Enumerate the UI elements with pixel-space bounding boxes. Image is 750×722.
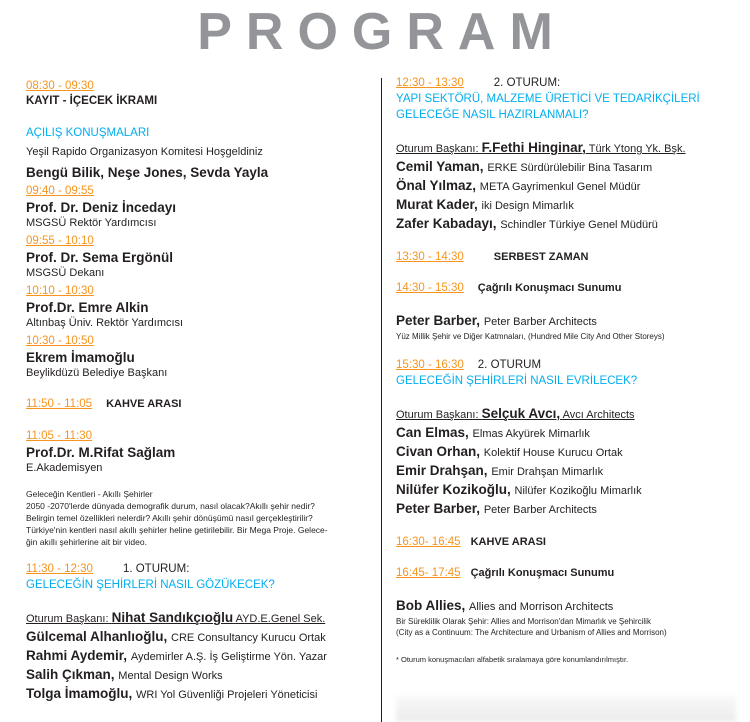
speaker-role: MSGSÜ Rektör Yardımcısı <box>26 217 157 229</box>
break-label: KAHVE ARASI <box>106 398 182 410</box>
talk-subtitle: Yüz Millik Şehir ve Diğer Katmnaları, (Hundred Mile City And Other Storeys) <box>396 332 665 341</box>
session-title: GELECEĞİN ŞEHİRLERİ NASIL EVRİLECEK? <box>396 375 638 387</box>
time-slot: 12:30 - 13:30 <box>396 77 464 89</box>
right-column <box>396 76 736 665</box>
speaker-name: Önal Yılmaz, <box>396 178 477 193</box>
session-chair <box>396 405 736 424</box>
speaker-role: iki Design Mimarlık <box>481 200 574 212</box>
speaker-line <box>26 685 371 704</box>
speaker-line <box>396 597 736 616</box>
speaker-line <box>26 666 371 685</box>
time-slot: 09:55 - 10:10 <box>26 235 94 247</box>
chair-role: Avcı Architects <box>562 409 635 421</box>
speaker-name: Peter Barber, <box>396 313 481 328</box>
speaker-role: Mental Design Works <box>118 670 223 682</box>
speaker-line <box>396 462 736 481</box>
chair-label: Oturum Başkanı: <box>396 409 479 421</box>
talk-description-line: 2050 -2070'lerde dünyada demografik durum, nasıl olacak?Akıllı şehir nedir? <box>26 501 315 511</box>
speaker-name: Salih Çıkman, <box>26 667 115 682</box>
keynote-label: Çağrılı Konuşmacı Sunumu <box>470 567 615 579</box>
time-slot: 11:05 - 11:30 <box>26 430 93 442</box>
speaker-role: Altınbaş Üniv. Rektör Yardımcısı <box>26 317 184 329</box>
talk-description-line: Türkiye'nin kentleri nasıl akıllı şehirler heline getirilebilir. Bir Mega Proje. Gelece- <box>26 525 328 535</box>
speaker-name: Murat Kader, <box>396 197 478 212</box>
time-slot: 08:30 - 09:30 <box>26 80 94 92</box>
free-time-label: SERBEST ZAMAN <box>493 251 589 263</box>
time-slot: 09:40 - 09:55 <box>26 185 94 197</box>
keynote-label: Çağrılı Konuşmacı Sunumu <box>477 282 622 294</box>
schedule-row <box>396 281 736 296</box>
time-slot: 14:30 - 15:30 <box>396 282 464 294</box>
welcome-text: Yeşil Rapido Organizasyon Komitesi Hoşgeldiniz <box>26 146 263 158</box>
speaker-role: Peter Barber Architects <box>483 316 597 328</box>
session-title: GELECEĞE NASIL HAZIRLANMALI? <box>396 109 589 121</box>
speaker-line <box>396 312 736 331</box>
speaker-line <box>396 215 736 234</box>
break-label: KAHVE ARASI <box>470 536 546 548</box>
registration-label: KAYIT - İÇECEK İKRAMI <box>26 95 158 107</box>
footnote: * Oturum konuşmacıları alfabetik sıralamaya göre konumlandırılmıştır. <box>396 655 629 664</box>
schedule-row <box>26 562 371 577</box>
schedule-row <box>396 250 736 265</box>
speaker-line <box>396 196 736 215</box>
chair-role: Türk Ytong Yk. Bşk. <box>588 143 686 155</box>
time-slot: 10:10 - 10:30 <box>26 285 94 297</box>
time-slot: 13:30 - 14:30 <box>396 251 464 263</box>
speaker-line <box>396 500 736 519</box>
speaker-name: Civan Orhan, <box>396 444 481 459</box>
speaker-name: Can Elmas, <box>396 425 469 440</box>
speaker-name: Nilüfer Kozikoğlu, <box>396 482 511 497</box>
speaker-line <box>396 158 736 177</box>
speaker-name: Bob Allies, <box>396 598 466 613</box>
chair-role: AYD.E.Genel Sek. <box>235 613 326 625</box>
speaker-role: Nilüfer Kozikoğlu Mimarlık <box>514 485 642 497</box>
speaker-line <box>26 647 371 666</box>
time-slot: 16:45- 17:45 <box>396 567 461 579</box>
speaker-name: Gülcemal Alhanlıoğlu, <box>26 629 168 644</box>
session-label: 2. OTURUM <box>477 359 542 371</box>
speaker-name: Zafer Kabadayı, <box>396 216 497 231</box>
speaker-role: E.Akademisyen <box>26 462 103 474</box>
chair-name: Selçuk Avcı, <box>481 406 561 421</box>
left-column <box>26 76 371 704</box>
talk-description-line: ğin akıllı şehirlerine ait bir video. <box>26 537 147 547</box>
schedule-row <box>396 76 736 91</box>
speaker-role: WRI Yol Güvenliği Projeleri Yöneticisi <box>136 689 318 701</box>
speaker-name: Tolga İmamoğlu, <box>26 686 133 701</box>
time-slot: 16:30- 16:45 <box>396 536 461 548</box>
time-slot: 11:30 - 12:30 <box>26 563 93 575</box>
speaker-role: META Gayrimenkul Genel Müdür <box>479 181 641 193</box>
speaker-role: Emir Drahşan Mimarlık <box>491 466 604 478</box>
time-slot: 11:50 - 11:05 <box>26 398 93 410</box>
speaker-role: Allies and Morrison Architects <box>469 601 614 613</box>
speaker-line <box>396 177 736 196</box>
speaker-role: Kolektif House Kurucu Ortak <box>483 447 623 459</box>
hosts-names: Bengü Bilik, Neşe Jones, Sevda Yayla <box>26 165 269 180</box>
speaker-role: Beylikdüzü Belediye Başkanı <box>26 367 168 379</box>
speaker-line <box>396 443 736 462</box>
page-title: PROGRAM <box>197 3 567 61</box>
speaker-name: Prof. Dr. Sema Ergönül <box>26 250 174 265</box>
speaker-role: ERKE Sürdürülebilir Bina Tasarım <box>487 162 653 174</box>
chair-name: F.Fethi Hinginar, <box>481 140 586 155</box>
time-slot: 10:30 - 10:50 <box>26 335 94 347</box>
session-label: 1. OTURUM: <box>122 563 190 575</box>
speaker-name: Rahmi Aydemir, <box>26 648 128 663</box>
speaker-name: Emir Drahşan, <box>396 463 488 478</box>
speaker-name: Prof. Dr. Deniz İncedayı <box>26 200 177 215</box>
speaker-line <box>396 481 736 500</box>
time-slot: 15:30 - 16:30 <box>396 359 464 371</box>
speaker-name: Prof.Dr. M.Rifat Sağlam <box>26 445 176 460</box>
schedule-row <box>26 397 371 412</box>
speaker-role: Peter Barber Architects <box>483 504 597 516</box>
speaker-line <box>396 424 736 443</box>
chair-label: Oturum Başkanı: <box>396 143 479 155</box>
talk-title: Geleceğin Kentleri - Akıllı Şehirler <box>26 489 153 499</box>
talk-subtitle: Bir Süreklilik Olarak Şehir: Allies and Morrison'dan Mimarlık ve Şehircilik <box>396 617 651 626</box>
speaker-name: Cemil Yaman, <box>396 159 484 174</box>
chair-label: Oturum Başkanı: <box>26 613 109 625</box>
chair-name: Nihat Sandıkçıoğlu <box>111 610 234 625</box>
schedule-row <box>396 535 736 550</box>
session-chair <box>396 139 736 158</box>
speaker-name: Peter Barber, <box>396 501 481 516</box>
opening-speeches-heading: AÇILIŞ KONUŞMALARI <box>26 127 150 139</box>
session-chair <box>26 609 371 628</box>
speaker-role: Elmas Akyürek Mimarlık <box>472 428 590 440</box>
speaker-name: Prof.Dr. Emre Alkin <box>26 300 149 315</box>
talk-subtitle: (City as a Continuum: The Architecture and Urbanism of Allies and Morrison) <box>396 628 667 637</box>
session-title: YAPI SEKTÖRÜ, MALZEME ÜRETİCİ VE TEDARİKÇİLERİ <box>396 93 700 105</box>
speaker-name: Ekrem İmamoğlu <box>26 350 135 365</box>
speaker-line <box>26 628 371 647</box>
faded-overlay <box>396 696 736 722</box>
schedule-row <box>396 358 736 373</box>
speaker-role: Aydemirler A.Ş. İş Geliştirme Yön. Yazar <box>130 651 327 663</box>
speaker-role: CRE Consultancy Kurucu Ortak <box>171 632 326 644</box>
session-label: 2. OTURUM: <box>493 77 561 89</box>
speaker-role: Schindler Türkiye Genel Müdürü <box>500 219 658 231</box>
speaker-role: MSGSÜ Dekanı <box>26 267 105 279</box>
talk-description-line: Belirgin temel özellikleri nelerdir? Akıllı şehir dönüşümü nasıl gerçekleştirilir? <box>26 513 313 523</box>
session-title: GELECEĞİN ŞEHİRLERİ NASIL GÖZÜKECEK? <box>26 579 275 591</box>
schedule-row <box>396 566 736 581</box>
column-divider <box>381 78 382 722</box>
